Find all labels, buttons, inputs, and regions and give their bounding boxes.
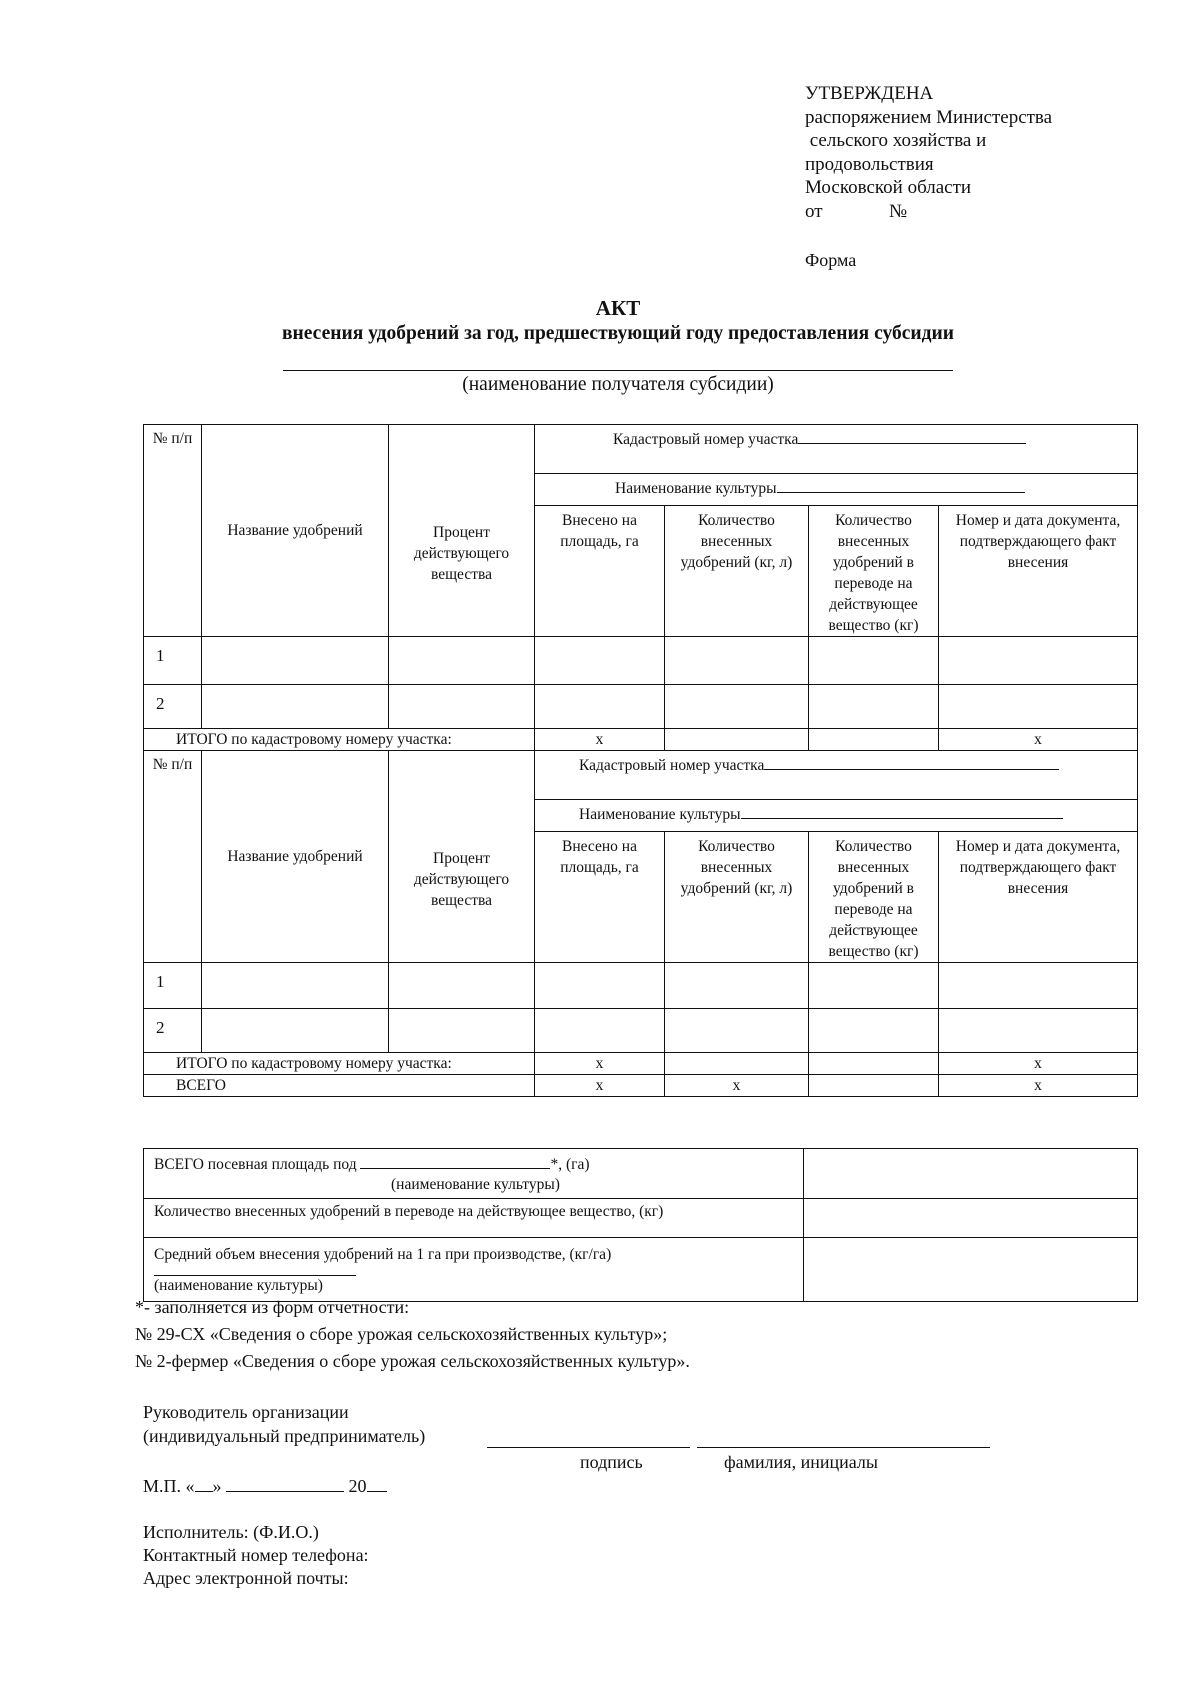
table-cell[interactable] bbox=[389, 1009, 535, 1053]
row-number: 2 bbox=[144, 685, 202, 729]
table-cell[interactable] bbox=[809, 1053, 939, 1075]
col-name-header: Название удобрений bbox=[202, 425, 389, 637]
cadastral-label: Кадастровый номер участка bbox=[613, 431, 799, 448]
cadastral-input-line[interactable] bbox=[764, 753, 1059, 770]
table-row bbox=[144, 963, 1138, 1009]
col-number-header: № п/п bbox=[144, 751, 202, 963]
approval-heading: УТВЕРЖДЕНА bbox=[805, 83, 934, 104]
approval-date-number: от № bbox=[805, 200, 908, 222]
summary-area-prefix: ВСЕГО посевная площадь под bbox=[154, 1156, 357, 1173]
summary-row bbox=[144, 1238, 1138, 1302]
signature-caption: подпись bbox=[580, 1452, 643, 1472]
approval-block bbox=[805, 82, 1052, 223]
table-row bbox=[144, 637, 1138, 685]
approval-line: продовольствия bbox=[805, 153, 934, 175]
row-number: 1 bbox=[144, 963, 202, 1009]
table-cell[interactable] bbox=[939, 1009, 1138, 1053]
table-cell[interactable] bbox=[202, 637, 389, 685]
culture-label: Наименование культуры bbox=[579, 806, 741, 823]
table-cell[interactable] bbox=[535, 1009, 665, 1053]
table-cell[interactable] bbox=[809, 637, 939, 685]
culture-caption: (наименование культуры) bbox=[391, 1176, 560, 1193]
table-cell[interactable] bbox=[389, 637, 535, 685]
stamp-date bbox=[143, 1475, 387, 1498]
table-cell[interactable] bbox=[202, 963, 389, 1009]
recipient-line[interactable] bbox=[283, 370, 953, 371]
itogo-row bbox=[144, 729, 1138, 751]
year-prefix: 20 bbox=[348, 1476, 367, 1496]
footnote-line: № 29-СХ «Сведения о сборе урожая сельскохозяйственных культур»; bbox=[135, 1324, 668, 1344]
col-name-header: Название удобрений bbox=[202, 751, 389, 963]
itogo-label: ИТОГО по кадастровому номеру участка: bbox=[144, 1053, 535, 1075]
summary-label: Количество внесенных удобрений в переводе на действующее вещество, (кг) bbox=[144, 1199, 804, 1238]
x-mark: x bbox=[665, 1075, 809, 1097]
head-subtitle: (индивидуальный предприниматель) bbox=[143, 1426, 426, 1446]
footnote-line: № 2-фермер «Сведения о сборе урожая сельскохозяйственных культур». bbox=[135, 1351, 690, 1371]
itogo-label: ИТОГО по кадастровому номеру участка: bbox=[144, 729, 535, 751]
vsego-label: ВСЕГО bbox=[144, 1075, 535, 1097]
row-number: 2 bbox=[144, 1009, 202, 1053]
vsego-row bbox=[144, 1075, 1138, 1097]
cadastral-cell[interactable] bbox=[535, 425, 1138, 474]
table-cell[interactable] bbox=[389, 685, 535, 729]
col-percent-header: Процент действующего вещества bbox=[389, 751, 535, 963]
phone-label: Контактный номер телефона: bbox=[143, 1545, 369, 1565]
stamp-quote: » bbox=[212, 1476, 222, 1496]
document-title: АКТ bbox=[595, 296, 641, 320]
x-mark: x bbox=[939, 1075, 1138, 1097]
col-amount-header: Количество внесенных удобрений (кг, л) bbox=[665, 832, 809, 963]
table-cell[interactable] bbox=[939, 685, 1138, 729]
summary-value[interactable] bbox=[804, 1149, 1138, 1199]
x-mark: x bbox=[535, 1053, 665, 1075]
table-cell[interactable] bbox=[939, 963, 1138, 1009]
form-label: Форма bbox=[805, 250, 857, 270]
table-cell[interactable] bbox=[809, 685, 939, 729]
culture-cell[interactable] bbox=[535, 800, 1138, 832]
table-cell[interactable] bbox=[389, 963, 535, 1009]
col-doc-header: Номер и дата документа, подтверждающего факт внесения bbox=[939, 832, 1138, 963]
footnote-line: *- заполняется из форм отчетности: bbox=[135, 1297, 410, 1317]
col-area-header: Внесено на площадь, га bbox=[535, 506, 665, 637]
x-mark: x bbox=[535, 729, 665, 751]
table-cell[interactable] bbox=[809, 1009, 939, 1053]
stamp-prefix: М.П. « bbox=[143, 1476, 195, 1496]
cadastral-input-line[interactable] bbox=[798, 427, 1026, 444]
summary-table bbox=[143, 1148, 1138, 1302]
approval-line: распоряжением Министерства bbox=[805, 106, 1053, 128]
table-cell[interactable] bbox=[665, 637, 809, 685]
col-percent-header: Процент действующего вещества bbox=[389, 425, 535, 637]
month-input-line[interactable] bbox=[226, 1477, 344, 1492]
table-cell[interactable] bbox=[939, 637, 1138, 685]
culture-caption: (наименование культуры) bbox=[154, 1277, 323, 1294]
table-row bbox=[144, 685, 1138, 729]
summary-area-suffix: *, (га) bbox=[550, 1156, 590, 1173]
footnote bbox=[135, 1294, 690, 1375]
table-cell[interactable] bbox=[535, 637, 665, 685]
col-area-header: Внесено на площадь, га bbox=[535, 832, 665, 963]
email-label: Адрес электронной почты: bbox=[143, 1568, 349, 1588]
table-row bbox=[144, 1009, 1138, 1053]
itogo-row bbox=[144, 1053, 1138, 1075]
name-caption: фамилия, инициалы bbox=[724, 1452, 878, 1472]
document-subtitle: внесения удобрений за год, предшествующий году предоставления субсидии bbox=[282, 323, 954, 344]
table-cell[interactable] bbox=[665, 963, 809, 1009]
recipient-caption: (наименование получателя субсидии) bbox=[462, 374, 774, 395]
summary-row bbox=[144, 1199, 1138, 1238]
table-cell[interactable] bbox=[809, 1075, 939, 1097]
cadastral-label: Кадастровый номер участка bbox=[579, 757, 765, 774]
table-cell[interactable] bbox=[535, 685, 665, 729]
approval-line: Московской области bbox=[805, 177, 972, 198]
table-cell[interactable] bbox=[665, 685, 809, 729]
summary-value[interactable] bbox=[804, 1199, 1138, 1238]
col-active-header: Количество внесенных удобрений в переводе на действующее вещество (кг) bbox=[809, 832, 939, 963]
x-mark: x bbox=[939, 729, 1138, 751]
table-cell[interactable] bbox=[809, 963, 939, 1009]
table-cell[interactable] bbox=[665, 729, 809, 751]
head-title: Руководитель организации bbox=[143, 1402, 349, 1422]
table-cell[interactable] bbox=[202, 1009, 389, 1053]
col-active-header: Количество внесенных удобрений в переводе на действующее вещество (кг) bbox=[809, 506, 939, 637]
culture-input-line[interactable] bbox=[741, 802, 1063, 819]
signature-line[interactable] bbox=[487, 1447, 690, 1448]
summary-label bbox=[144, 1238, 804, 1302]
culture-input-line[interactable] bbox=[777, 476, 1025, 493]
name-line[interactable] bbox=[697, 1447, 990, 1448]
col-amount-header: Количество внесенных удобрений (кг, л) bbox=[665, 506, 809, 637]
culture-input-line[interactable] bbox=[360, 1152, 550, 1169]
col-number-header: № п/п bbox=[144, 425, 202, 637]
year-input-line[interactable] bbox=[367, 1477, 387, 1492]
table-cell[interactable] bbox=[535, 963, 665, 1009]
fertilizer-table bbox=[143, 424, 1138, 1097]
table-cell[interactable] bbox=[665, 1053, 809, 1075]
day-input-line[interactable] bbox=[195, 1477, 213, 1492]
executor-label: Исполнитель: (Ф.И.О.) bbox=[143, 1522, 319, 1542]
summary-label bbox=[144, 1149, 804, 1199]
row-number: 1 bbox=[144, 637, 202, 685]
table-cell[interactable] bbox=[809, 729, 939, 751]
summary-value[interactable] bbox=[804, 1238, 1138, 1302]
table-cell[interactable] bbox=[665, 1009, 809, 1053]
culture-label: Наименование культуры bbox=[615, 480, 777, 497]
summary-average-label: Средний объем внесения удобрений на 1 га при производстве, (кг/га) bbox=[154, 1246, 612, 1263]
summary-row bbox=[144, 1149, 1138, 1199]
col-doc-header: Номер и дата документа, подтверждающего факт внесения bbox=[939, 506, 1138, 637]
approval-line: сельского хозяйства и bbox=[805, 130, 987, 151]
table-cell[interactable] bbox=[202, 685, 389, 729]
cadastral-cell[interactable] bbox=[535, 751, 1138, 800]
x-mark: x bbox=[535, 1075, 665, 1097]
culture-cell[interactable] bbox=[535, 474, 1138, 506]
x-mark: x bbox=[939, 1053, 1138, 1075]
